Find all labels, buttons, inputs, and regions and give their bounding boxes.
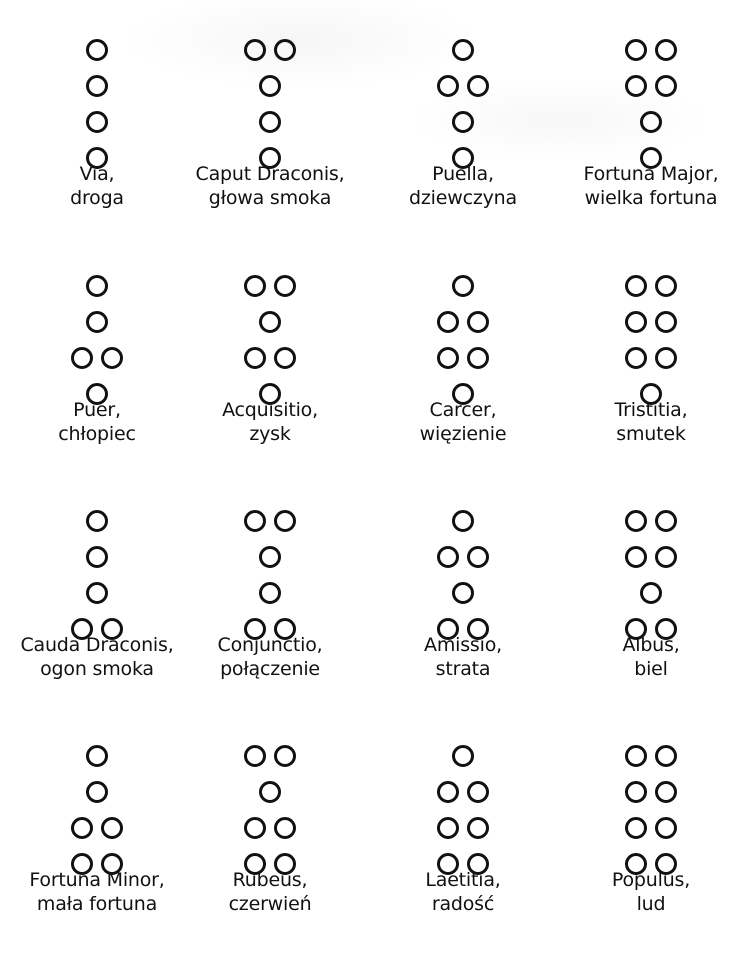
figure-glyph xyxy=(370,270,556,398)
figure-caption xyxy=(177,868,363,916)
figure-row xyxy=(558,34,744,66)
geomantic-figure xyxy=(177,34,363,209)
circle-dot xyxy=(655,817,677,839)
circle-dot xyxy=(86,546,108,568)
figure-row xyxy=(370,342,556,374)
circle-dot xyxy=(259,582,281,604)
figure-polish-name: mała fortuna xyxy=(36,893,158,915)
figure-polish-name: głowa smoka xyxy=(208,187,332,209)
circle-dot xyxy=(437,311,459,333)
circle-dot xyxy=(71,347,93,369)
figure-glyph xyxy=(177,505,363,633)
figure-latin-name: Carcer, xyxy=(429,399,497,421)
figure-glyph xyxy=(177,34,363,162)
circle-dot xyxy=(655,311,677,333)
figure-caption xyxy=(370,398,556,446)
circle-dot xyxy=(640,111,662,133)
figure-row xyxy=(558,342,744,374)
circle-dot xyxy=(625,39,647,61)
figure-polish-name: radość xyxy=(431,893,495,915)
figure-latin-name: Conjunctio, xyxy=(217,634,323,656)
figure-row xyxy=(370,306,556,338)
figure-glyph xyxy=(177,740,363,868)
figure-caption xyxy=(4,162,190,210)
circle-dot xyxy=(274,347,296,369)
geomantic-figure xyxy=(4,270,190,445)
figure-row xyxy=(177,270,363,302)
figure-glyph xyxy=(558,270,744,398)
circle-dot xyxy=(244,275,266,297)
figure-latin-name: Fortuna Minor, xyxy=(29,869,165,891)
circle-dot xyxy=(101,817,123,839)
circle-dot xyxy=(467,347,489,369)
figure-caption xyxy=(370,162,556,210)
circle-dot xyxy=(259,311,281,333)
figure-glyph xyxy=(558,740,744,868)
figure-glyph xyxy=(4,270,190,398)
circle-dot xyxy=(655,546,677,568)
figure-glyph xyxy=(4,505,190,633)
figure-row xyxy=(177,812,363,844)
circle-dot xyxy=(86,275,108,297)
geomantic-figure xyxy=(4,34,190,209)
figure-polish-name: strata xyxy=(435,658,491,680)
circle-dot xyxy=(86,745,108,767)
circle-dot xyxy=(452,275,474,297)
circle-dot xyxy=(452,111,474,133)
circle-dot xyxy=(259,111,281,133)
circle-dot xyxy=(452,582,474,604)
circle-dot xyxy=(437,781,459,803)
figure-latin-name: Cauda Draconis, xyxy=(20,634,174,656)
circle-dot xyxy=(655,781,677,803)
geomantic-figure xyxy=(177,740,363,915)
figure-glyph xyxy=(370,34,556,162)
circle-dot xyxy=(467,546,489,568)
figure-caption xyxy=(558,868,744,916)
figure-row xyxy=(177,541,363,573)
figure-row xyxy=(558,270,744,302)
figure-polish-name: wielka fortuna xyxy=(584,187,718,209)
circle-dot xyxy=(274,510,296,532)
figure-caption xyxy=(4,633,190,681)
figure-row xyxy=(4,306,190,338)
circle-dot xyxy=(625,311,647,333)
circle-dot xyxy=(101,347,123,369)
geomantic-figure xyxy=(177,505,363,680)
circle-dot xyxy=(655,39,677,61)
circle-dot xyxy=(625,75,647,97)
circle-dot xyxy=(437,546,459,568)
circle-dot xyxy=(437,75,459,97)
circle-dot xyxy=(437,347,459,369)
geomantic-figure xyxy=(370,740,556,915)
circle-dot xyxy=(86,75,108,97)
circle-dot xyxy=(452,39,474,61)
figure-latin-name: Populus, xyxy=(611,869,691,891)
figure-latin-name: Via, xyxy=(79,163,115,185)
circle-dot xyxy=(437,817,459,839)
figure-row xyxy=(370,106,556,138)
circle-dot xyxy=(244,817,266,839)
figure-glyph xyxy=(4,34,190,162)
figure-row xyxy=(4,541,190,573)
circle-dot xyxy=(625,275,647,297)
figure-latin-name: Albus, xyxy=(622,634,680,656)
figure-polish-name: droga xyxy=(70,187,124,209)
figure-row xyxy=(4,812,190,844)
geomantic-figure xyxy=(177,270,363,445)
figure-row xyxy=(370,34,556,66)
circle-dot xyxy=(655,347,677,369)
figure-row xyxy=(177,577,363,609)
circle-dot xyxy=(86,39,108,61)
figure-latin-name: Fortuna Major, xyxy=(583,163,719,185)
circle-dot xyxy=(259,75,281,97)
figure-row xyxy=(370,270,556,302)
figure-latin-name: Rubeus, xyxy=(232,869,308,891)
figure-latin-name: Puella, xyxy=(432,163,494,185)
circle-dot xyxy=(274,39,296,61)
figure-row xyxy=(558,541,744,573)
geomantic-figure xyxy=(558,740,744,915)
circle-dot xyxy=(640,582,662,604)
figure-row xyxy=(4,740,190,772)
figure-row xyxy=(177,306,363,338)
figure-row xyxy=(4,34,190,66)
figure-row xyxy=(558,740,744,772)
geomantic-figure xyxy=(370,34,556,209)
figure-polish-name: biel xyxy=(634,658,668,680)
figure-row xyxy=(4,505,190,537)
figure-glyph xyxy=(4,740,190,868)
figure-row xyxy=(558,106,744,138)
figure-row xyxy=(4,342,190,374)
figure-polish-name: smutek xyxy=(616,423,686,445)
circle-dot xyxy=(244,39,266,61)
circle-dot xyxy=(244,510,266,532)
circle-dot xyxy=(467,817,489,839)
figure-row xyxy=(4,270,190,302)
figure-row xyxy=(4,776,190,808)
figure-row xyxy=(177,505,363,537)
circle-dot xyxy=(86,311,108,333)
geomantic-figure xyxy=(4,505,190,680)
circle-dot xyxy=(274,275,296,297)
figure-row xyxy=(177,106,363,138)
figure-row xyxy=(177,776,363,808)
figure-glyph xyxy=(558,34,744,162)
circle-dot xyxy=(452,510,474,532)
circle-dot xyxy=(86,781,108,803)
circle-dot xyxy=(655,745,677,767)
figure-latin-name: Laetitia, xyxy=(425,869,501,891)
figure-glyph xyxy=(558,505,744,633)
circle-dot xyxy=(625,745,647,767)
figure-caption xyxy=(4,868,190,916)
figure-caption xyxy=(177,398,363,446)
figure-polish-name: zysk xyxy=(249,423,291,445)
figure-row xyxy=(558,812,744,844)
figure-row xyxy=(558,577,744,609)
figure-row xyxy=(558,70,744,102)
figure-row xyxy=(370,505,556,537)
circle-dot xyxy=(625,510,647,532)
circle-dot xyxy=(655,510,677,532)
figure-polish-name: chłopiec xyxy=(58,423,136,445)
figure-polish-name: połączenie xyxy=(220,658,320,680)
circle-dot xyxy=(86,111,108,133)
figure-glyph xyxy=(370,505,556,633)
figure-row xyxy=(4,106,190,138)
geomantic-figure xyxy=(558,270,744,445)
circle-dot xyxy=(274,745,296,767)
figure-row xyxy=(177,34,363,66)
circle-dot xyxy=(259,781,281,803)
figure-polish-name: czerwień xyxy=(228,893,312,915)
figure-row xyxy=(370,70,556,102)
circle-dot xyxy=(467,781,489,803)
circle-dot xyxy=(86,582,108,604)
circle-dot xyxy=(274,817,296,839)
circle-dot xyxy=(655,275,677,297)
figure-polish-name: więzienie xyxy=(419,423,507,445)
circle-dot xyxy=(625,347,647,369)
circle-dot xyxy=(655,75,677,97)
figure-glyph xyxy=(370,740,556,868)
figure-latin-name: Amissio, xyxy=(424,634,502,656)
geomantic-figure xyxy=(370,505,556,680)
figure-latin-name: Tristitia, xyxy=(614,399,688,421)
circle-dot xyxy=(625,817,647,839)
figure-row xyxy=(4,577,190,609)
figure-row xyxy=(558,306,744,338)
figure-row xyxy=(558,776,744,808)
figure-caption xyxy=(558,398,744,446)
figure-row xyxy=(370,776,556,808)
figure-polish-name: dziewczyna xyxy=(409,187,517,209)
figure-polish-name: ogon smoka xyxy=(40,658,154,680)
circle-dot xyxy=(625,781,647,803)
figure-caption xyxy=(177,162,363,210)
circle-dot xyxy=(625,546,647,568)
figure-row xyxy=(370,541,556,573)
figure-caption xyxy=(370,868,556,916)
circle-dot xyxy=(259,546,281,568)
figure-row xyxy=(370,812,556,844)
geomantic-figure xyxy=(558,505,744,680)
circle-dot xyxy=(71,817,93,839)
figure-latin-name: Puer, xyxy=(73,399,121,421)
circle-dot xyxy=(467,75,489,97)
figure-row xyxy=(370,740,556,772)
figure-row xyxy=(177,342,363,374)
figure-polish-name: lud xyxy=(636,893,666,915)
figure-row xyxy=(177,70,363,102)
figure-caption xyxy=(558,633,744,681)
circle-dot xyxy=(452,745,474,767)
figure-caption xyxy=(4,398,190,446)
circle-dot xyxy=(244,347,266,369)
figure-row xyxy=(4,70,190,102)
figure-caption xyxy=(177,633,363,681)
geomantic-figure xyxy=(370,270,556,445)
figure-row xyxy=(370,577,556,609)
circle-dot xyxy=(86,510,108,532)
figure-row xyxy=(177,740,363,772)
figure-caption xyxy=(558,162,744,210)
circle-dot xyxy=(244,745,266,767)
geomantic-figure xyxy=(4,740,190,915)
figure-caption xyxy=(370,633,556,681)
geomantic-figure xyxy=(558,34,744,209)
figure-latin-name: Acquisitio, xyxy=(222,399,318,421)
circle-dot xyxy=(467,311,489,333)
figure-glyph xyxy=(177,270,363,398)
figure-row xyxy=(558,505,744,537)
figure-latin-name: Caput Draconis, xyxy=(195,163,345,185)
